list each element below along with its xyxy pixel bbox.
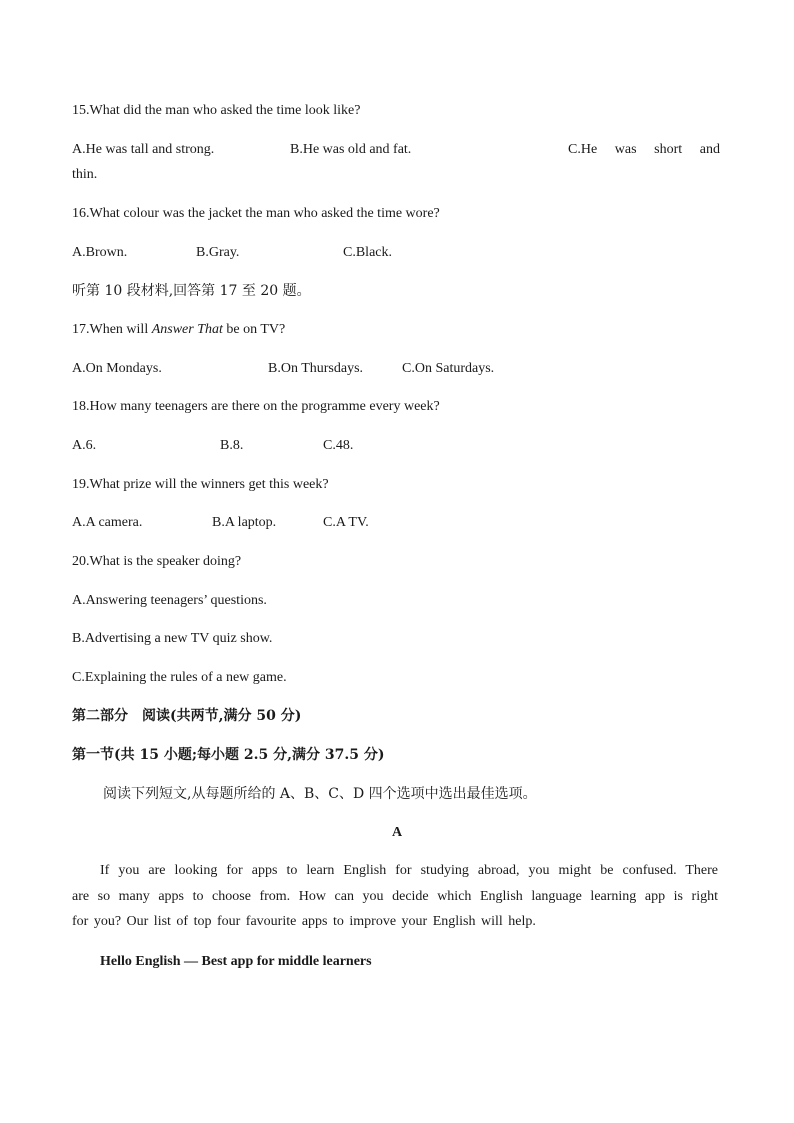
question-20: 20.What is the speaker doing? — [72, 554, 242, 569]
question-15: 15.What did the man who asked the time look like? — [72, 103, 361, 118]
q17-prefix: 17.When will — [72, 322, 149, 337]
q20-option-c: C.Explaining the rules of a new game. — [72, 670, 287, 685]
q19-option-c: C.A TV. — [323, 515, 369, 530]
q16-option-c: C.Black. — [343, 245, 392, 260]
q15-option-c: C.He was short and — [568, 142, 720, 157]
q19-option-a: A.A camera. — [72, 515, 143, 530]
q20-option-a: A.Answering teenagers’ questions. — [72, 593, 267, 608]
question-18: 18.How many teenagers are there on the programme every week? — [72, 399, 440, 414]
reading-instruction: 阅读下列短文,从每题所给的 A、B、C、D 四个选项中选出最佳选项。 — [103, 786, 537, 802]
part-two-heading: 第二部分 阅读(共两节,满分 50 分) — [72, 708, 302, 724]
question-19: 19.What prize will the winners get this week? — [72, 477, 329, 492]
question-17 — [72, 321, 285, 339]
section-instruction-17-20: 听第 10 段材料,回答第 17 至 20 题。 — [72, 283, 311, 299]
passage-label: A — [391, 825, 403, 840]
q17-option-a: A.On Mondays. — [72, 361, 162, 376]
q19-option-b: B.A laptop. — [212, 515, 277, 530]
passage-line-2: are so many apps to choose from. How can you decide which English language learning app is right — [72, 889, 718, 904]
q15-option-b: B.He was old and fat. — [290, 142, 412, 157]
q17-programme-title: Answer That — [151, 322, 223, 337]
app-subheading: Hello English — Best app for middle learners — [100, 954, 372, 969]
q17-option-b: B.On Thursdays. — [268, 361, 364, 376]
passage-line-3: for you? Our list of top four favourite apps to improve your English will help. — [72, 914, 536, 929]
q20-option-b: B.Advertising a new TV quiz show. — [72, 631, 273, 646]
question-16: 16.What colour was the jacket the man who asked the time wore? — [72, 206, 440, 221]
q18-option-b: B.8. — [220, 438, 244, 453]
q17-suffix: be on TV? — [226, 322, 286, 337]
q15-option-c-cont: thin. — [72, 167, 98, 182]
q16-option-b: B.Gray. — [196, 245, 240, 260]
q18-option-a: A.6. — [72, 438, 97, 453]
section-one-heading: 第一节(共 15 小题;每小题 2.5 分,满分 37.5 分) — [72, 747, 385, 763]
passage-line-1: If you are looking for apps to learn English for studying abroad, you might be confused. There — [100, 863, 718, 878]
q18-option-c: C.48. — [323, 438, 354, 453]
q17-option-c: C.On Saturdays. — [402, 361, 495, 376]
q15-option-a: A.He was tall and strong. — [72, 142, 215, 157]
q16-option-a: A.Brown. — [72, 245, 128, 260]
